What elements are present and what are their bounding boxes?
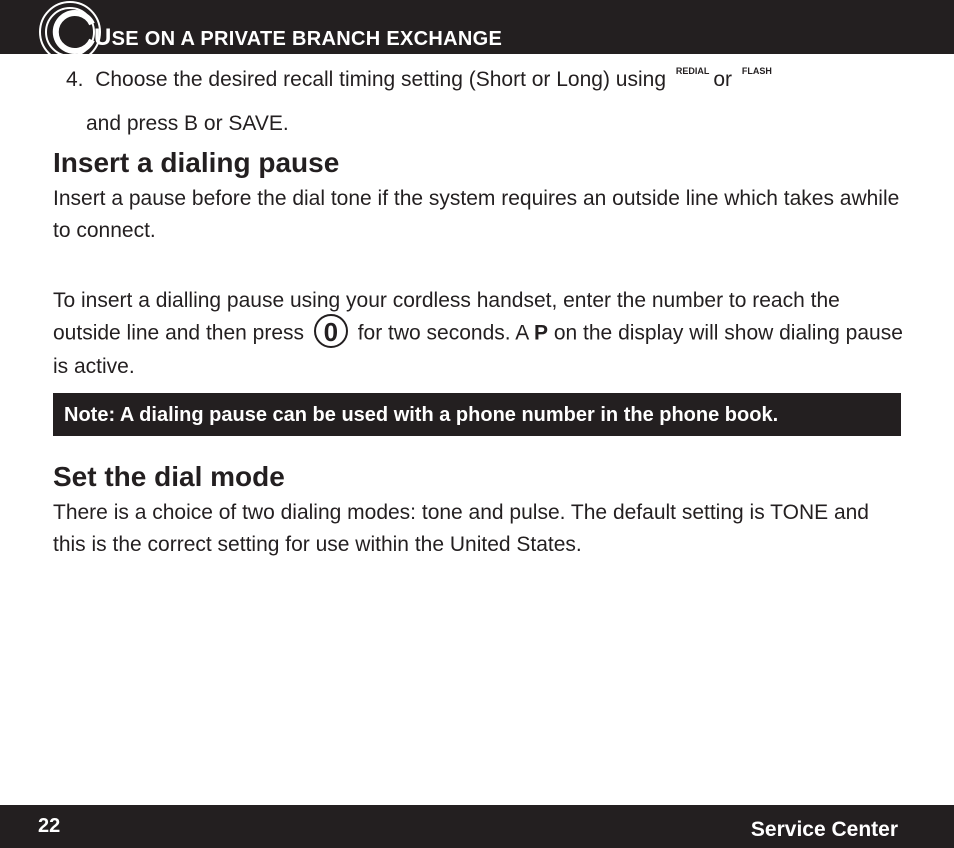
dial-mode-heading: Set the dial mode xyxy=(53,461,285,492)
header-title-first-letter: U xyxy=(94,24,112,51)
pause-instructions-paragraph xyxy=(53,285,903,383)
step-text: Choose the desired recall timing setting (Short or Long) using xyxy=(95,68,666,91)
note-box: Note: A dialing pause can be used with a phone number in the phone book. xyxy=(53,393,901,436)
step-4 xyxy=(66,68,776,92)
flash-key-label: FLASH xyxy=(741,66,772,76)
footer-section-name: Service Center xyxy=(750,818,898,841)
zero-key-icon: 0 xyxy=(314,314,348,348)
dial-mode-paragraph: There is a choice of two dialing modes: tone and pulse. The default setting is TONE and this is the correct setting for use within the United States. xyxy=(53,501,869,556)
instr-after-key: for two seconds. A xyxy=(357,321,529,345)
instr-end: on the display will show dialing pause is active. xyxy=(53,321,903,378)
footer-bar xyxy=(0,805,954,848)
pause-section-heading: Insert a dialing pause xyxy=(53,147,340,178)
pause-symbol: P xyxy=(533,321,548,345)
step-number: 4. xyxy=(66,68,84,91)
step-4-continuation: and press B or SAVE. xyxy=(86,112,289,135)
instr-before-key: To insert a dialling pause using your cordless handset, enter the number to reach the outside line and then press xyxy=(53,289,840,345)
header-bar xyxy=(0,0,954,54)
redial-key-label: REDIAL xyxy=(675,66,710,76)
pause-intro-paragraph: Insert a pause before the dial tone if the system requires an outside line which takes awhile to connect. xyxy=(53,187,900,242)
header-title-rest: SE ON A PRIVATE BRANCH EXCHANGE xyxy=(111,28,503,50)
or-word: or xyxy=(713,68,733,91)
page-header-title xyxy=(94,24,502,52)
page-number: 22 xyxy=(38,815,61,837)
